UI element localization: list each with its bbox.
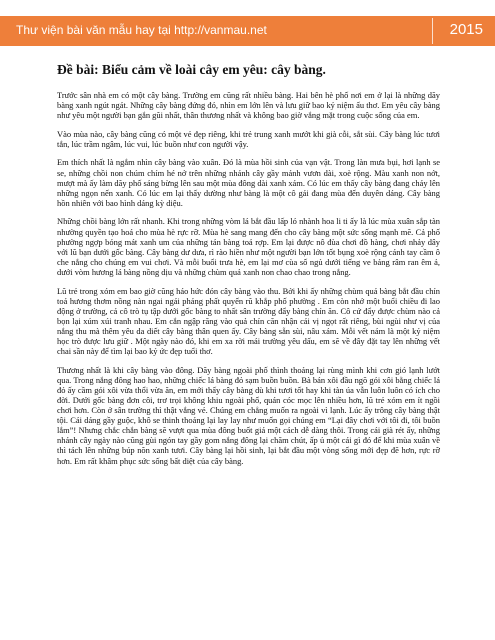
paragraph-4: Những chồi bàng lớn rất nhanh. Khi trong những vòm lá bắt đầu lấp ló nhành hoa li ti ấy là lúc mùa xuân sắp tàn nhường quyền tạo hoá cho mùa hè rực rỡ. Mùa hè sang mang đến cho cây bàng một sức sống mạnh mẽ. Cả phố phường ngợp bóng mát xanh um của những tán bàng toả rợp. Em lại được nô đùa chơi đồ hàng, chơi nhảy dây với lũ bạn dưới gốc bàng. Cây bàng dư dưa, rì rào hiền như một người bạn lớn tốt bụng xoè rộng cánh tay cầm ô che nắng cho chúng em vui chơi. Và mỗi buổi trưa hè, em lại mơ cùa số ngủ dưới tiếng ve bảng râm ran êm ả, dưới vòm hương lá bàng nồng dịu và những chùm quả xanh non chao chao trong nắng.	[57, 216, 440, 277]
banner-divider	[432, 18, 433, 44]
document-body	[57, 62, 440, 474]
paragraph-5: Lũ trẻ trong xóm em bao giờ cũng háo hức đón cây bàng vào thu. Bởi khi ấy những chùm quả bàng bắt đầu chín toả hương thơm nồng nàn ngai ngái phảng phất quyến rũ khắp phố phường . Em còn nhớ một buổi chiều đi lao động ở trường, cả cô trò tụ tập dưới gốc bàng to nhất sân trường đẩy bàng chín ăn. Cô cứ đẩy được chùm nào cả bọn lại xúm xúi tranh nhau. Em cắn ngập răng vào quả chín căn nhận cái vị ngọt rất riêng, bùi ngùi như vị của nắng thu mà thêm yêu da diết cây bàng thân quen ấy. Cây bàng sẵn sùi, nâu xám. Mỗi vết nám là một kỷ niệm học trò được lưu giữ . Một ngày nào đó, khi em xa rời mái trường yêu dấu, em sẽ về đây đặt tay lên những vết chai sần này để tìm lại bao kỷ ức đẹp tuổi thơ.	[57, 285, 440, 357]
site-banner	[0, 16, 495, 46]
paragraph-2: Vào mùa nào, cây bàng cũng có một vẻ đẹp riêng, khi trẻ trung xanh mướt khi già cỗi, sắt sùi. Cây bàng lúc tươi tắn, lúc trầm ngâm, lúc vui, lúc buồn như con người vậy.	[57, 128, 440, 149]
year-label: 2015	[449, 21, 483, 38]
paragraph-6: Thương nhất là khi cây bàng vào đông. Dãy bàng ngoài phố thình thoảng lại rùng mình khi cơn gió lạnh lướt qua. Trong nắng đông hao hao, những chiếc lá bàng đỏ sạm buồn buồn. Bà bán xôi đầu ngõ gói xôi bằng chiếc lá đỏ ấy cầm gói xôi vừa thổi vừa ăn, em mới thấy cây bàng dù khi tươi tốt hay khi tàn úa vẫn luôn luôn có ích cho đời. Dưới gốc bàng đơn côi, trơ trọi không khiu ngoài phố, quán cóc mọc lên nhiều hơn, lũ trẻ xóm em ít ngồi chơi hơn. Còn ở sân trường thì thật vắng vẻ. Chúng em chẳng muốn ra ngoài vì lạnh. Lúc ấy trông cây bàng thật tội. Cái dáng gầy guộc, khô se thinh thoảng lại lay lay như muốn gọi chúng em “Lại đây chơi với tôi đi, tôi buồn lắm”! Nhưng chắc chắn bàng sẽ vượt qua mùa đông buốt giá một cách dễ dàng thôi. Trong cái già rét ấy, những nhánh cây ngày nào cũng gùi ngón tay gầy gom nắng đông lại chăm chút, ấp ủ một cái gì đó để khi mùa xuân về thì tách lên những búp nõn xanh tươi. Cây bàng lại hồi sinh, lại bắt đầu một vòng sống mới đẹp đẽ hơn, rực rỡ hơn. Em rất khâm phục sức sống bất diệt của cây bàng.	[57, 364, 440, 466]
document-title: Đề bài: Biểu cảm về loài cây em yêu: cây bàng.	[57, 62, 326, 77]
paragraph-1: Trước sân nhà em có một cây bàng. Trường em cũng rất nhiều bàng. Hai bên hè phố nơi em ở lại là những dãy bàng xanh ngút ngát. Những cây bàng đứng đó, nhìn em lớn lên và lưu giữ bao kỷ niệm ấu thơ. Em yêu cây bàng như yêu một người bạn gắn gũi nhất, thân thương nhất và không bao giờ vắng mặt trong cuộc sống của em.	[57, 90, 440, 121]
site-label: Thư viện bài văn mẫu hay tại http://vanmau.net	[16, 23, 267, 37]
paragraph-3: Em thích nhất là ngắm nhìn cây bàng vào xuân. Đó là mùa hồi sinh của vạn vật. Trong làn mưa bụi, hơi lạnh se se, những chồi non chúm chím hé nở trên những nhánh cây gầy mảnh vươn dài, xoè rộng. Màu xanh non nớt, mượt mà ấy làm dãy phố sáng bừng lên sau một mùa đông dài xanh xám. Có lúc em thấy cây bàng đang cháy lên những ngọn nến xanh. Có lúc em lại thấy dường như bàng là một cô gái đang mùa đến duyên dáng. Cây bàng hồn nhiên với bao hình dáng kỳ diệu.	[57, 157, 440, 208]
